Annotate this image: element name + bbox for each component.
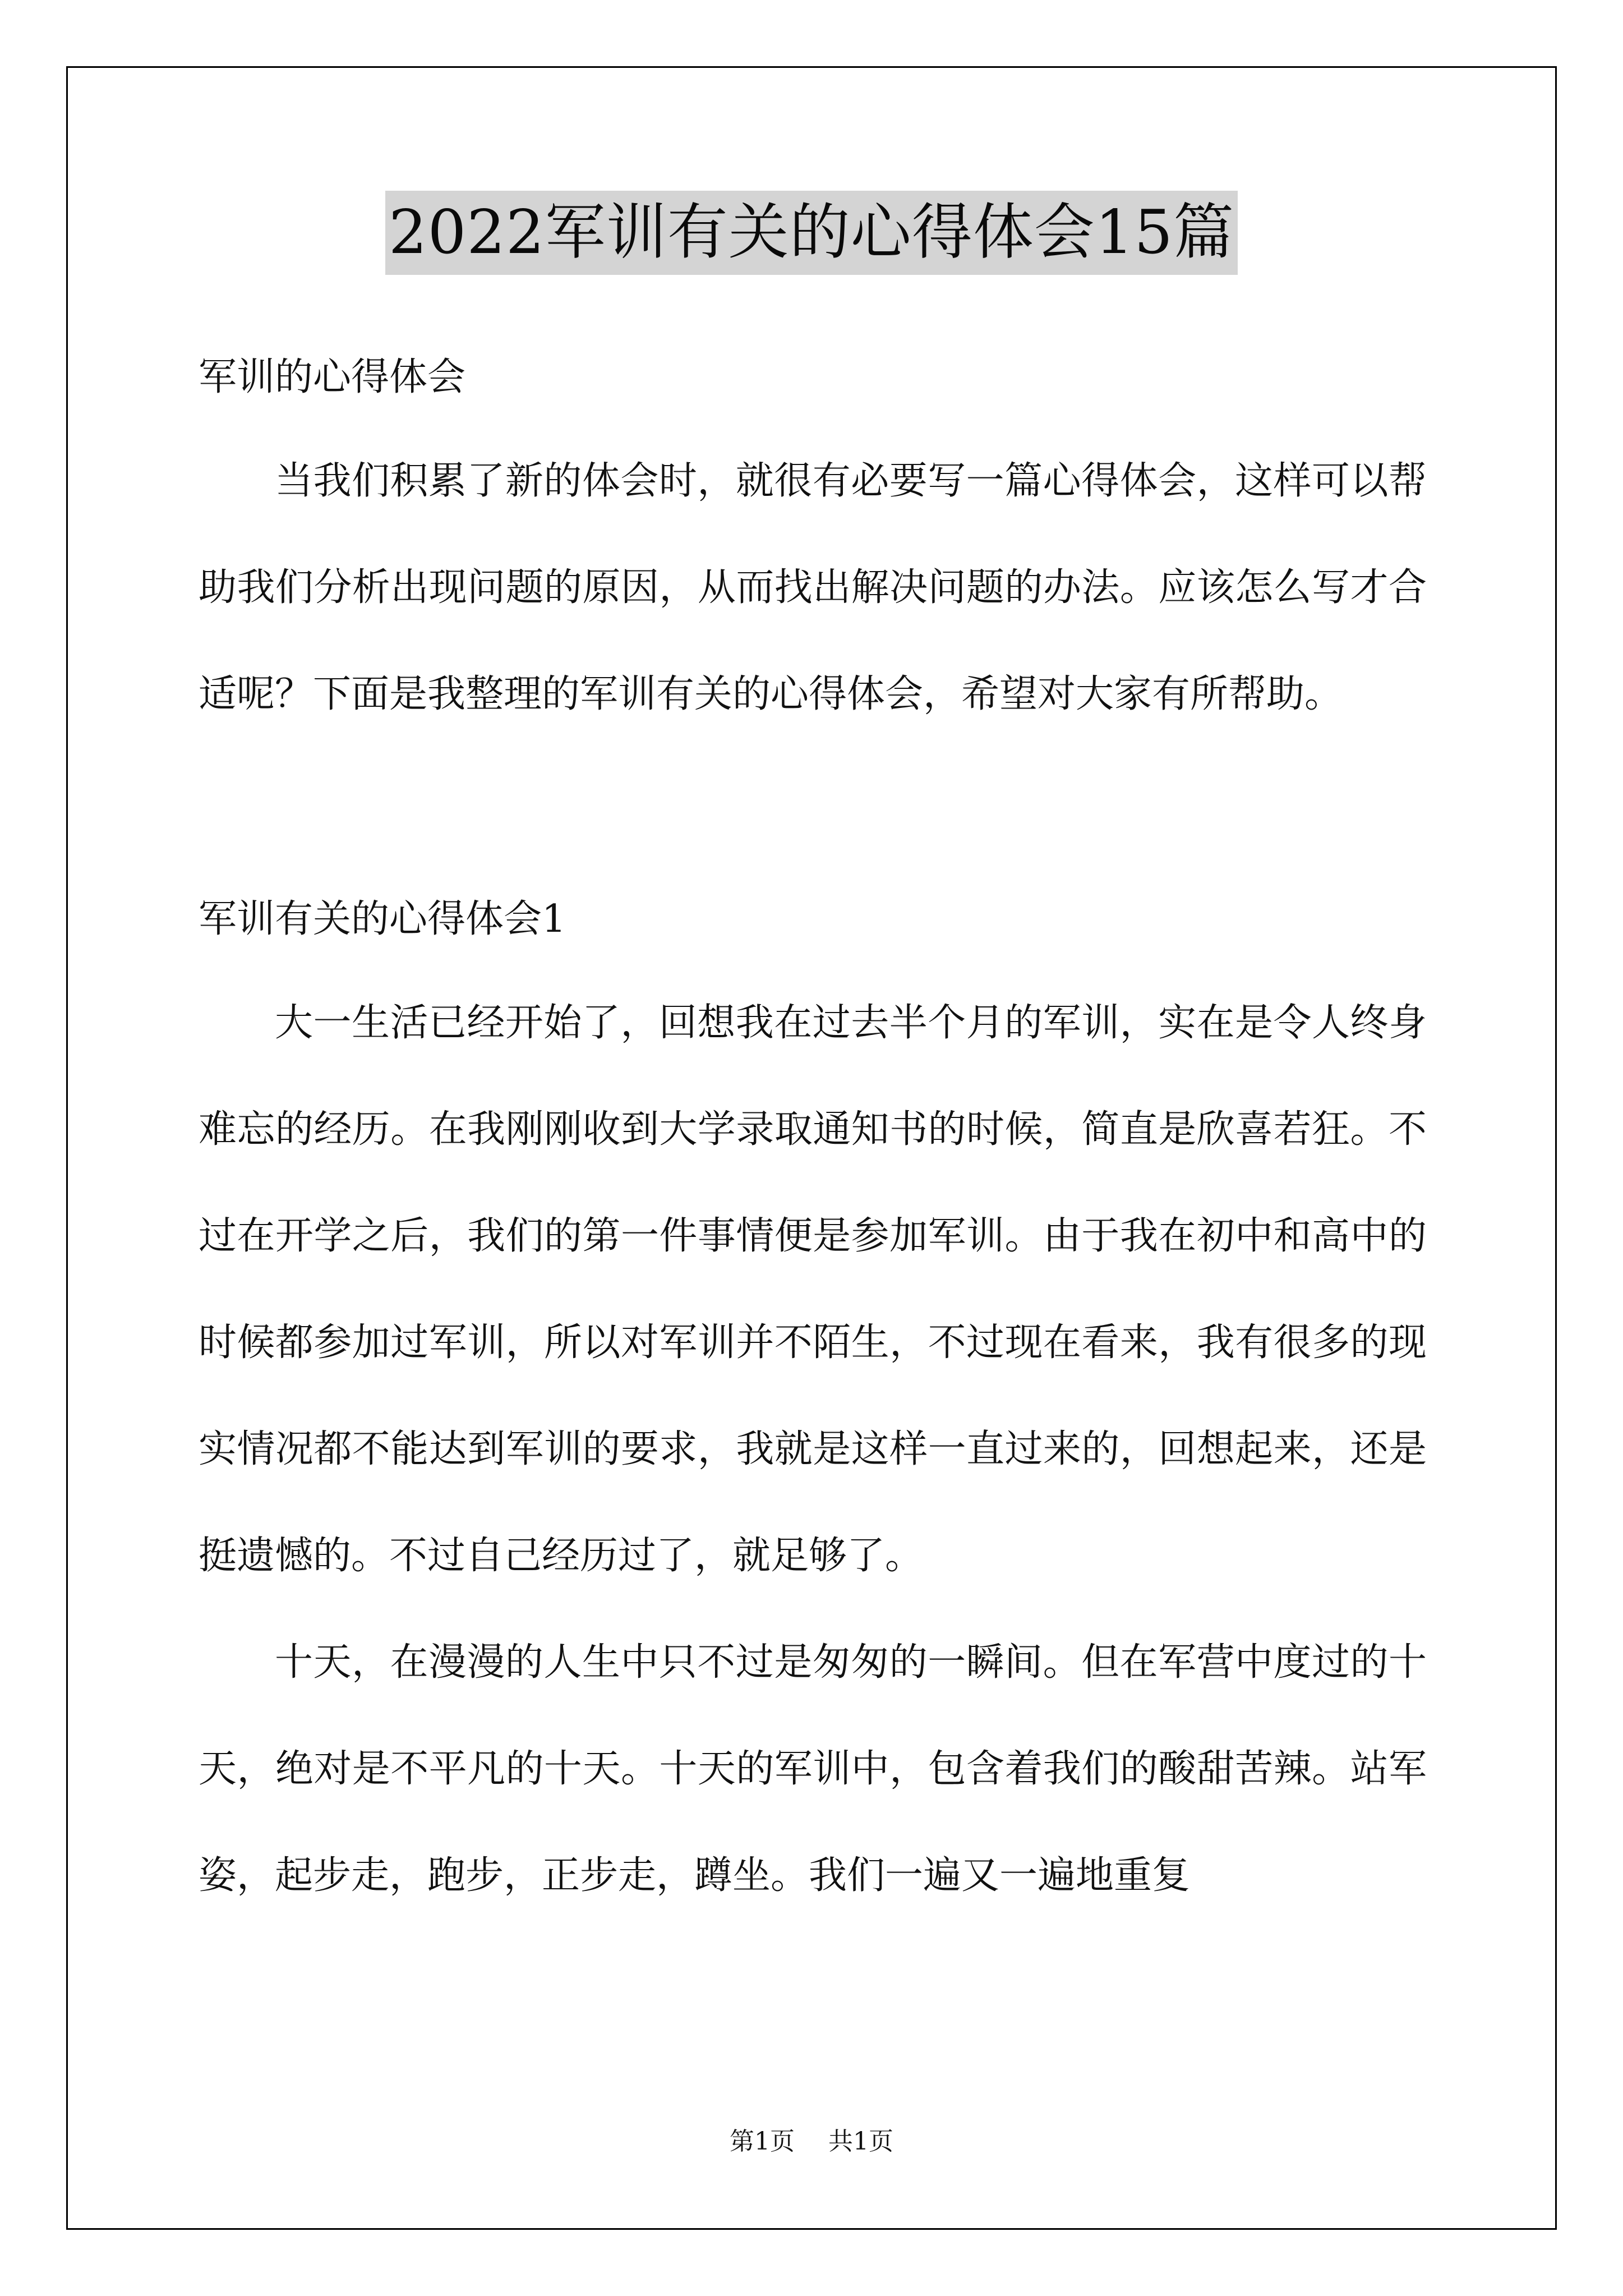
document-title: 2022军训有关的心得体会15篇 bbox=[385, 191, 1238, 275]
body-paragraph: 十天，在漫漫的人生中只不过是匆匆的一瞬间。但在军营中度过的十天，绝对是不平凡的十天。十天的军训中，包含着我们的酸甜苦辣。站军姿，起步走，跑步，正步走，蹲坐。我们一遍又一遍地重复 bbox=[199, 1640, 1427, 1898]
page-number-current: 第1页 bbox=[730, 2127, 795, 2156]
section-heading: 军训有关的心得体会1 bbox=[199, 897, 566, 941]
document-body bbox=[199, 351, 1427, 1929]
page-number-total: 共1页 bbox=[828, 2127, 893, 2156]
page-footer bbox=[0, 2125, 1623, 2159]
body-paragraph: 大一生活已经开始了，回想我在过去半个月的军训，实在是令人终身难忘的经历。在我刚刚收到大学录取通知书的时候，简直是欣喜若狂。不过在开学之后，我们的第一件事情便是参加军训。由于我在初中和高中的时候都参加过军训，所以对军训并不陌生，不过现在看来，我有很多的现实情况都不能达到军训的要求，我就是这样一直过来的，回想起来，还是挺遗憾的。不过自己经历过了，就足够了。 bbox=[199, 1001, 1427, 1578]
intro-paragraph: 当我们积累了新的体会时，就很有必要写一篇心得体会，这样可以帮助我们分析出现问题的原因，从而找出解决问题的办法。应该怎么写才合适呢？下面是我整理的军训有关的心得体会，希望对大家有所帮助。 bbox=[199, 459, 1427, 716]
title-container bbox=[0, 191, 1623, 275]
section-heading: 军训的心得体会 bbox=[199, 355, 466, 399]
